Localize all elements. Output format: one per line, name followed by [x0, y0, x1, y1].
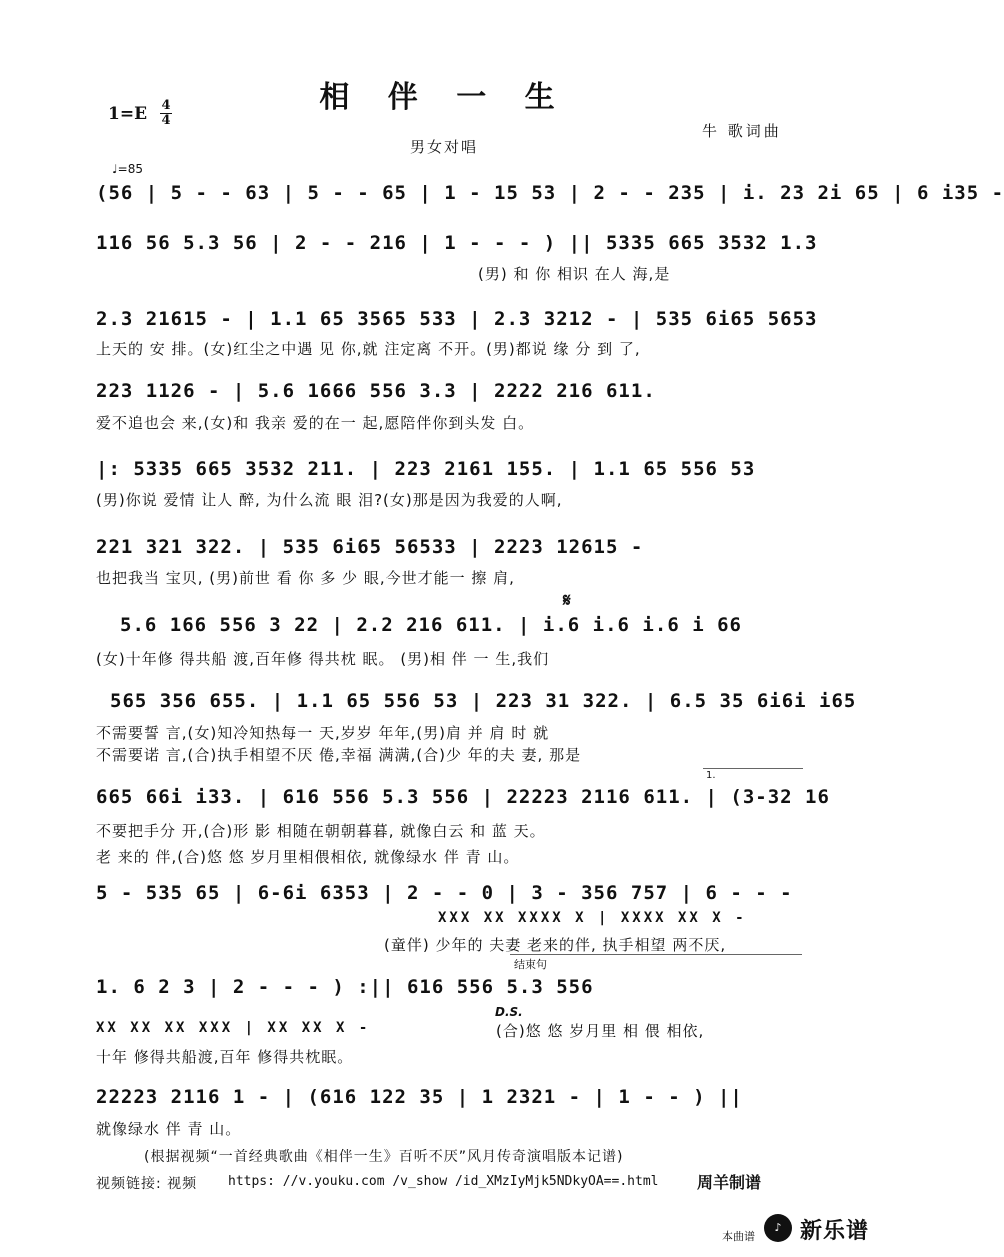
- transcriber-signature: 周羊制谱: [697, 1173, 762, 1192]
- page-title: 相 伴 一 生: [319, 80, 569, 115]
- lyrics-row-10: (童伴) 少年的 夫妻 老来的伴, 执手相望 两不厌,: [384, 936, 727, 954]
- lyrics-row-4: 爱不追也会 来,(女)和 我亲 爱的在一 起,愿陪伴你到头发 白。: [96, 414, 535, 432]
- subtitle: 男女对唱: [410, 138, 479, 156]
- source-note: (根据视频“一首经典歌曲《相伴一生》百听不厌”风月传奇演唱版本记谱): [144, 1149, 624, 1165]
- tempo-mark: ♩=85: [112, 162, 143, 176]
- notation-row-11: 1. 6 2 3 | 2 - - - ) :|| 616 556 5.3 556: [96, 976, 594, 998]
- segno-mark: 𝄋: [563, 590, 571, 611]
- time-signature-bottom: 4: [161, 113, 171, 128]
- ds-mark: D.S.: [495, 1005, 523, 1019]
- notation-row-7: 5.6 166 556 3 22 | 2.2 216 611. | i.6 i.6 i.6 i 66: [120, 614, 742, 636]
- notation-row-4: 223 1126 - | 5.6 1666 556 3.3 | 2222 216 611.: [96, 380, 656, 402]
- key-signature: 1=E: [108, 104, 148, 124]
- rhythm-row-11: XX XX XX XXX | XX XX X -: [96, 1020, 371, 1036]
- lyrics-row-12: 就像绿水 伴 青 山。: [96, 1120, 242, 1138]
- lyrics-row-9b: 老 来的 伴,(合)悠 悠 岁月里相偎相依, 就像绿水 伴 青 山。: [96, 848, 520, 866]
- notation-row-9: 665 66i i33. | 616 556 5.3 556 | 22223 2116 611. | (3-32 16: [96, 786, 830, 808]
- lyrics-row-5: (男)你说 爱情 让人 醉, 为什么流 眼 泪?(女)那是因为我爱的人啊,: [96, 491, 563, 509]
- lyrics-row-2: (男) 和 你 相识 在人 海,是: [478, 265, 671, 283]
- time-signature: [160, 99, 172, 128]
- ending-label: 结束句: [514, 958, 547, 971]
- video-link-label: 视频链接: 视频: [96, 1176, 198, 1192]
- notation-row-2: 116 56 5.3 56 | 2 - - 216 | 1 - - - ) || 5335 665 3532 1.3: [96, 232, 818, 254]
- lyrics-row-7: (女)十年修 得共船 渡,百年修 得共枕 眠。 (男)相 伴 一 生,我们: [96, 650, 550, 668]
- lyrics-row-11a: (合)悠 悠 岁月里 相 偎 相依,: [496, 1022, 705, 1040]
- logo-prefix: 本曲谱: [722, 1230, 755, 1243]
- composer-credit: 牛 歌词曲: [702, 122, 782, 140]
- notation-row-5: |: 5335 665 3532 211. | 223 2161 155. | 1.1 65 556 53: [96, 458, 756, 480]
- notation-row-3: 2.3 21615 - | 1.1 65 3565 533 | 2.3 3212 - | 535 6i65 5653: [96, 308, 818, 330]
- lyrics-row-8b: 不需要诺 言,(合)执手相望不厌 倦,幸福 满满,(合)少 年的夫 妻, 那是: [96, 746, 582, 764]
- lyrics-row-8a: 不需要誓 言,(女)知冷知热每一 天,岁岁 年年,(男)肩 并 肩 时 就: [96, 724, 550, 742]
- lyrics-row-11b: 十年 修得共船渡,百年 修得共枕眠。: [96, 1048, 354, 1066]
- lyrics-row-6: 也把我当 宝贝, (男)前世 看 你 多 少 眼,今世才能一 擦 肩,: [96, 569, 515, 587]
- time-signature-top: 4: [161, 98, 171, 113]
- volta-bracket: 1.: [706, 770, 716, 781]
- notation-row-1: (56 | 5 - - 63 | 5 - - 65 | 1 - 15 53 | 2 - - 235 | i. 23 2i 65 | 6 i35 -: [96, 182, 1004, 204]
- notation-row-8: 565 356 655. | 1.1 65 556 53 | 223 31 322. | 6.5 35 6i6i i65: [110, 690, 857, 712]
- notation-row-10: 5 - 535 65 | 6-6i 6353 | 2 - - 0 | 3 - 356 757 | 6 - - -: [96, 882, 793, 904]
- rhythm-row-10: XXX XX XXXX X | XXXX XX X -: [438, 910, 747, 926]
- lyrics-row-3: 上天的 安 排。(女)红尘之中遇 见 你,就 注定离 不开。(男)都说 缘 分 到 了,: [96, 340, 641, 358]
- lyrics-row-9a: 不要把手分 开,(合)形 影 相随在朝朝暮暮, 就像白云 和 蓝 天。: [96, 822, 546, 840]
- notation-row-6: 221 321 322. | 535 6i65 56533 | 2223 12615 -: [96, 536, 644, 558]
- music-disc-icon: ♪: [764, 1214, 792, 1242]
- notation-row-12: 22223 2116 1 - | (616 122 35 | 1 2321 - | 1 - - ) ||: [96, 1086, 743, 1108]
- site-logo[interactable]: 新乐谱: [800, 1219, 870, 1244]
- video-link-url[interactable]: https: //v.youku.com /v_show /id_XMzIyMjk5NDkyOA==.html: [228, 1174, 659, 1189]
